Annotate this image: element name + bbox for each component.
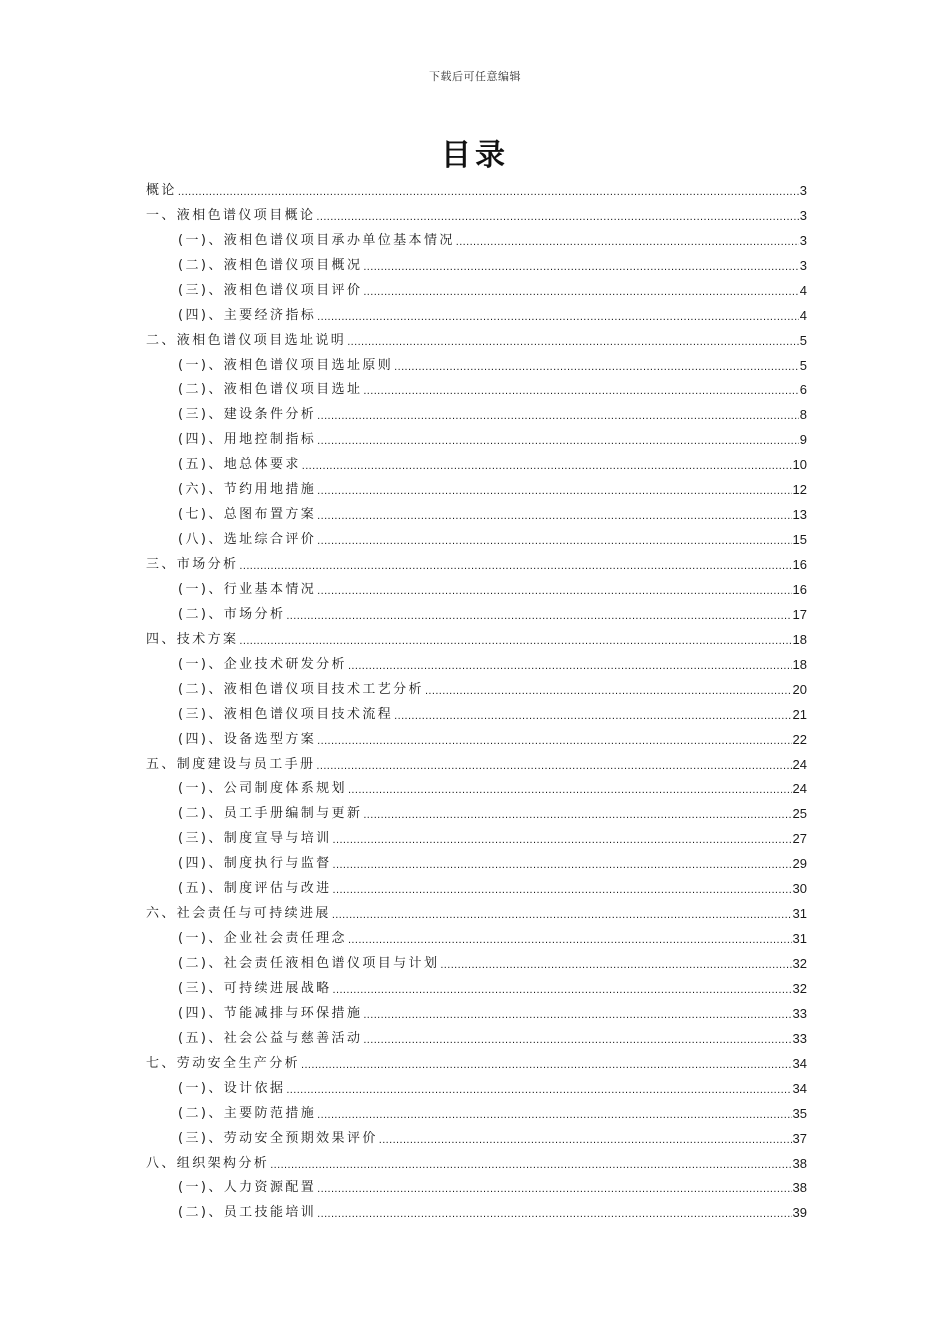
toc-dot-leader: [301, 1058, 792, 1072]
toc-entry-page-number: 4: [799, 282, 807, 298]
toc-entry-page-number: 12: [792, 482, 807, 498]
toc-entry-label: (二)、员工技能培训: [178, 1205, 317, 1221]
toc-entry[interactable]: [146, 423, 807, 448]
toc-entry-label: (四)、设备选型方案: [178, 731, 317, 747]
toc-entry-page-number: 9: [799, 432, 807, 448]
toc-dot-leader: [286, 609, 791, 623]
toc-entry-page-number: 4: [799, 307, 807, 323]
toc-entry-page-number: 3: [799, 232, 807, 248]
toc-entry-page-number: 31: [792, 931, 807, 947]
toc-entry-label: 二、液相色谱仪项目选址说明: [146, 332, 347, 348]
toc-entry-page-number: 35: [792, 1105, 807, 1121]
toc-dot-leader: [425, 684, 792, 698]
toc-entry[interactable]: [146, 947, 807, 972]
toc-entry-page-number: 34: [792, 1055, 807, 1071]
toc-entry[interactable]: [146, 324, 807, 349]
toc-entry-label: (一)、公司制度体系规划: [178, 781, 347, 797]
toc-dot-leader: [317, 484, 791, 498]
toc-entry[interactable]: [146, 1122, 807, 1147]
toc-entry-page-number: 30: [792, 881, 807, 897]
toc-entry-label: (三)、制度宣导与培训: [178, 831, 332, 847]
toc-entry-page-number: 38: [792, 1180, 807, 1196]
toc-entry-page-number: 16: [792, 581, 807, 597]
toc-entry-label: 七、劳动安全生产分析: [146, 1055, 301, 1071]
toc-entry-page-number: 5: [799, 332, 807, 348]
toc-entry[interactable]: [146, 274, 807, 299]
toc-entry-label: (一)、液相色谱仪项目选址原则: [178, 357, 394, 373]
toc-entry-page-number: 39: [792, 1205, 807, 1221]
toc-entry-page-number: 33: [792, 1005, 807, 1021]
toc-entry[interactable]: [146, 498, 807, 523]
toc-entry-label: (七)、总图布置方案: [178, 507, 317, 523]
toc-dot-leader: [317, 1108, 791, 1122]
toc-entry-page-number: 13: [792, 507, 807, 523]
toc-entry-page-number: 32: [792, 956, 807, 971]
toc-entry-label: (四)、用地控制指标: [178, 432, 317, 448]
toc-entry[interactable]: [146, 199, 807, 224]
toc-dot-leader: [333, 833, 792, 847]
toc-entry[interactable]: [146, 224, 807, 249]
toc-entry[interactable]: [146, 523, 807, 548]
toc-entry-label: (二)、液相色谱仪项目选址: [178, 382, 363, 398]
toc-entry-label: (四)、制度执行与监督: [178, 856, 332, 872]
toc-entry[interactable]: [146, 822, 807, 847]
toc-dot-leader: [270, 1158, 791, 1172]
toc-entry[interactable]: [146, 872, 807, 897]
toc-dot-leader: [239, 559, 791, 573]
toc-entry[interactable]: [146, 374, 807, 399]
toc-entry-page-number: 18: [792, 631, 807, 647]
toc-entry-label: (五)、地总体要求: [178, 457, 301, 473]
toc-entry[interactable]: [146, 972, 807, 997]
toc-entry-page-number: 38: [792, 1155, 807, 1171]
toc-entry-page-number: 25: [792, 806, 807, 822]
toc-entry[interactable]: [146, 1097, 807, 1122]
toc-entry-label: (二)、员工手册编制与更新: [178, 806, 363, 822]
toc-entry-page-number: 17: [792, 606, 807, 622]
toc-entry[interactable]: [146, 997, 807, 1022]
toc-entry-page-number: 3: [799, 257, 807, 273]
toc-entry[interactable]: [146, 698, 807, 723]
toc-entry-label: (二)、市场分析: [178, 606, 286, 622]
toc-entry[interactable]: [146, 897, 807, 922]
toc-entry-page-number: 37: [792, 1130, 807, 1146]
toc-dot-leader: [440, 958, 791, 972]
toc-entry[interactable]: [146, 598, 807, 623]
toc-dot-leader: [286, 1083, 791, 1097]
toc-dot-leader: [333, 858, 792, 872]
toc-entry-label: (八)、选址综合评价: [178, 532, 317, 548]
toc-entry[interactable]: [146, 748, 807, 773]
toc-dot-leader: [379, 1133, 792, 1147]
toc-entry-page-number: 18: [792, 656, 807, 672]
toc-dot-leader: [347, 335, 799, 349]
toc-dot-leader: [363, 808, 791, 822]
toc-entry-label: (三)、建设条件分析: [178, 407, 317, 423]
toc-entry[interactable]: [146, 922, 807, 947]
toc-dot-leader: [332, 908, 792, 922]
toc-dot-leader: [239, 634, 791, 648]
toc-entry-label: (一)、人力资源配置: [178, 1180, 317, 1196]
table-of-contents: [146, 174, 807, 1221]
page-title: 目录: [441, 138, 509, 173]
toc-entry-label: (三)、液相色谱仪项目评价: [178, 282, 363, 298]
toc-dot-leader: [363, 1008, 791, 1022]
toc-dot-leader: [302, 459, 792, 473]
toc-entry[interactable]: [146, 1022, 807, 1047]
toc-entry-page-number: 29: [792, 856, 807, 872]
toc-entry-page-number: 8: [799, 407, 807, 423]
toc-dot-leader: [178, 185, 799, 199]
toc-entry-label: (四)、节能减排与环保措施: [178, 1005, 363, 1021]
toc-entry[interactable]: [146, 1072, 807, 1097]
toc-dot-leader: [316, 759, 791, 773]
toc-entry[interactable]: [146, 1147, 807, 1172]
toc-entry-page-number: 24: [792, 781, 807, 797]
toc-dot-leader: [317, 1207, 791, 1221]
toc-entry[interactable]: [146, 249, 807, 274]
toc-entry[interactable]: [146, 773, 807, 798]
toc-entry[interactable]: [146, 473, 807, 498]
toc-entry[interactable]: [146, 1196, 807, 1221]
toc-entry-label: (五)、制度评估与改进: [178, 881, 332, 897]
toc-entry-label: (三)、劳动安全预期效果评价: [178, 1130, 378, 1146]
toc-dot-leader: [363, 285, 798, 299]
toc-dot-leader: [317, 584, 791, 598]
toc-dot-leader: [394, 360, 799, 374]
toc-entry-page-number: 20: [792, 681, 807, 697]
toc-dot-leader: [317, 409, 799, 423]
toc-entry[interactable]: [146, 448, 807, 473]
toc-entry-label: (二)、主要防范措施: [178, 1105, 317, 1121]
toc-entry[interactable]: [146, 723, 807, 748]
toc-entry[interactable]: [146, 548, 807, 573]
toc-entry-label: (五)、社会公益与慈善活动: [178, 1030, 363, 1046]
toc-entry-label: 六、社会责任与可持续进展: [146, 906, 331, 922]
toc-dot-leader: [363, 260, 798, 274]
toc-entry[interactable]: [146, 573, 807, 598]
toc-entry-label: (一)、企业社会责任理念: [178, 931, 347, 947]
toc-entry[interactable]: [146, 673, 807, 698]
toc-dot-leader: [363, 1033, 791, 1047]
toc-entry-label: 四、技术方案: [146, 631, 239, 647]
toc-dot-leader: [333, 883, 792, 897]
toc-entry-label: 三、市场分析: [146, 557, 239, 572]
toc-entry-page-number: 21: [792, 706, 807, 722]
toc-entry[interactable]: [146, 623, 807, 648]
toc-dot-leader: [317, 509, 791, 523]
toc-dot-leader: [394, 709, 791, 723]
toc-entry-page-number: 6: [799, 382, 807, 398]
toc-dot-leader: [348, 933, 792, 947]
toc-entry-label: (一)、行业基本情况: [178, 581, 317, 597]
toc-entry-label: (二)、液相色谱仪项目概况: [178, 257, 363, 273]
toc-entry-label: (一)、设计依据: [178, 1080, 286, 1096]
toc-dot-leader: [317, 310, 799, 324]
toc-entry[interactable]: [146, 1047, 807, 1072]
toc-entry[interactable]: [146, 398, 807, 423]
toc-entry-page-number: 15: [792, 532, 807, 548]
toc-dot-leader: [348, 783, 792, 797]
toc-entry-page-number: 10: [792, 457, 807, 473]
toc-dot-leader: [317, 534, 791, 548]
toc-entry-page-number: 22: [792, 731, 807, 747]
toc-entry-label: 一、液相色谱仪项目概论: [146, 207, 316, 223]
toc-entry-label: (一)、企业技术研发分析: [178, 656, 347, 672]
toc-dot-leader: [348, 659, 792, 673]
page-header-note: 下载后可任意编辑: [429, 70, 521, 83]
toc-entry-label: (一)、液相色谱仪项目承办单位基本情况: [178, 232, 455, 248]
toc-entry[interactable]: [146, 299, 807, 324]
toc-dot-leader: [317, 434, 799, 448]
toc-entry-label: (四)、主要经济指标: [178, 307, 317, 323]
toc-entry-page-number: 3: [799, 207, 807, 223]
toc-dot-leader: [317, 734, 791, 748]
toc-entry-label: (二)、社会责任液相色谱仪项目与计划: [178, 956, 440, 971]
toc-entry[interactable]: [146, 847, 807, 872]
toc-entry-page-number: 24: [792, 756, 807, 772]
toc-entry[interactable]: [146, 648, 807, 673]
toc-entry-label: (六)、节约用地措施: [178, 482, 317, 498]
toc-entry-page-number: 27: [792, 831, 807, 847]
toc-entry-page-number: 31: [792, 906, 807, 922]
toc-dot-leader: [317, 1182, 791, 1196]
toc-dot-leader: [316, 210, 798, 224]
toc-entry[interactable]: [146, 797, 807, 822]
toc-dot-leader: [363, 384, 798, 398]
toc-dot-leader: [333, 983, 792, 997]
toc-entry-page-number: 33: [792, 1030, 807, 1046]
toc-entry-page-number: 3: [799, 182, 807, 198]
toc-entry[interactable]: [146, 1172, 807, 1197]
toc-entry-label: 概论: [146, 182, 177, 198]
toc-entry-label: (三)、可持续进展战略: [178, 980, 332, 996]
toc-entry[interactable]: [146, 349, 807, 374]
toc-entry-label: 八、组织架构分析: [146, 1155, 270, 1171]
toc-entry-page-number: 34: [792, 1080, 807, 1096]
toc-entry-label: (二)、液相色谱仪项目技术工艺分析: [178, 681, 424, 697]
toc-entry-page-number: 32: [792, 980, 807, 996]
toc-entry-label: (三)、液相色谱仪项目技术流程: [178, 706, 394, 722]
toc-entry-page-number: 5: [799, 357, 807, 373]
toc-entry-label: 五、制度建设与员工手册: [146, 756, 316, 772]
toc-entry-page-number: 16: [792, 557, 807, 572]
toc-entry[interactable]: [146, 174, 807, 199]
toc-dot-leader: [456, 235, 799, 249]
